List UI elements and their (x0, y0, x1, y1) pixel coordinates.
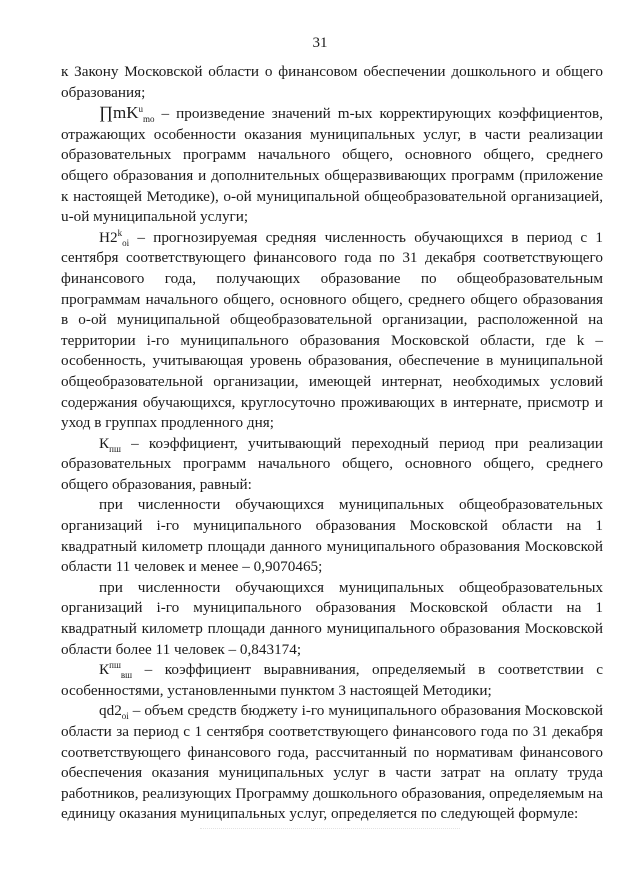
paragraph-budget-volume (61, 701, 603, 825)
formula-symbol: К (99, 661, 110, 679)
page-number: 31 (312, 35, 328, 51)
paragraph-correction-coefficients (61, 103, 603, 228)
paragraph-transition-coefficient (61, 434, 603, 496)
formula-subscript: oi (122, 237, 130, 248)
paragraph-equalization-coefficient (61, 660, 603, 701)
paragraph-student-count (61, 228, 603, 434)
formula-symbol: qd2 (99, 702, 122, 720)
document-body (61, 62, 603, 825)
formula-symbol: Н2 (99, 228, 118, 246)
formula-subscript: mo (143, 114, 155, 125)
formula-superscript: u (138, 104, 143, 115)
paragraph-text: – прогнозируемая средняя численность обучающихся в период с 1 сентября соответствующего финансового года по 31 декабря соответствующего финансового года, получающих образование по общеобразовательным программам начального общего, основного общего, среднего общего образования в о-ой муниципальной общеобразовательной организации, расположенной на территории i-го муниципального образования Московской области, где k – особенность, учитывающая уровень образования, обеспечение в муниципальной общеобразовательной организации, имеющей интернат, необходимых условий содержания обучающихся, круглосуточно проживающих в интернате, присмотр и уход в группах продленного дня; (61, 228, 603, 432)
formula-superscript: k (117, 227, 123, 238)
paragraph-text: – коэффициент, учитывающий переходный период при реализации образовательных программ начального общего, основного общего, среднего общего образования, равный: (61, 434, 603, 493)
faint-scan-mark (200, 828, 460, 841)
formula-subscript: oi (121, 711, 129, 722)
formula-subscript: пш (109, 443, 121, 454)
paragraph-density-low: при численности обучающихся муниципальных общеобразовательных организаций i-го муниципального образования Московской области на 1 квадратный километр площади данного муниципального образования Московской области 11 человек и менее – 0,9070465; (61, 496, 603, 576)
paragraph-density-high: при численности обучающихся муниципальных общеобразовательных организаций i-го муниципального образования Московской области на 1 квадратный километр площади данного муниципального образования Московской области более 11 человек – 0,843174; (61, 578, 603, 658)
paragraph-law-reference: к Закону Московской области о финансовом обеспечении дошкольного и общего образования; (61, 63, 603, 101)
formula-symbol: К (99, 434, 110, 452)
paragraph-text: – произведение значений m-ых корректирующих коэффициентов, отражающих особенности оказания муниципальных услуг, в части реализации образовательных программ начального общего, основного общего, среднего общего образования и дополнительных общеразвивающих программ (приложение к настоящей Методике), о-ой муниципальной общеобразовательной организацией, u-ой муниципальной услуги; (61, 105, 603, 226)
paragraph-text: – объем средств бюджету i-го муниципального образования Московской области за период с 1 сентября соответствующего финансового года по 31 декабря соответствующего финансового года, рассчитанный по нормативам финансового обеспечения оказания муниципальных услуг в части затрат на оплату труда работников, реализующих Программу дошкольного образования, определяемым на единицу оказания муниципальных услуг, определяется по следующей формуле: (61, 702, 603, 823)
paragraph-text: – коэффициент выравнивания, определяемый в соответствии с особенностями, установленными пунктом 3 настоящей Методики; (61, 661, 603, 699)
formula-superscript: пш (109, 660, 121, 671)
formula-symbol: ∏mK (99, 103, 139, 123)
formula-subscript: вш (120, 670, 133, 681)
